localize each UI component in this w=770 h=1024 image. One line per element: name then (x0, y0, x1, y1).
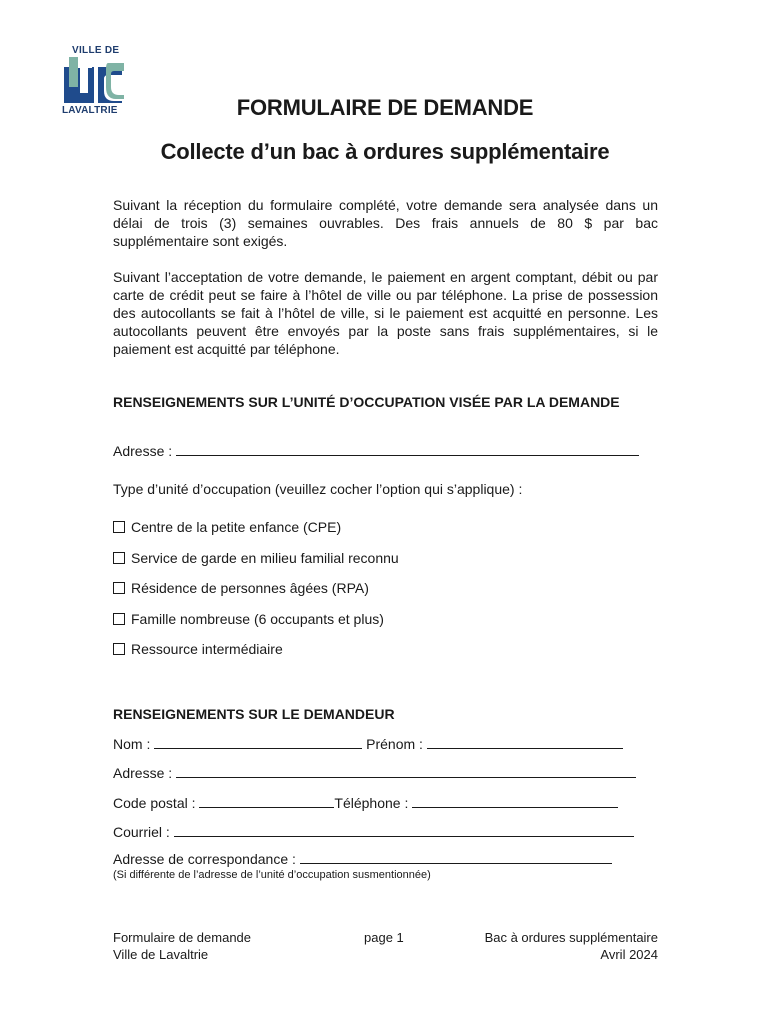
intro-paragraph-2: Suivant l’acceptation de votre demande, le paiement en argent comptant, débit ou par carte de crédit peut se faire à l’hôtel de ville ou par téléphone. La prise de possession des autocollants se fait à l’hôtel de ville, si le paiement est acquitté en personne. Les autocollants peuvent être envoyés par la poste sans frais supplémentaires, si le paiement est acquitté par téléphone. (113, 269, 658, 357)
option-row (113, 579, 369, 597)
requester-address-field[interactable] (176, 765, 636, 778)
option-row (113, 518, 341, 536)
unit-section-title: RENSEIGNEMENTS SUR L’UNITÉ D’OCCUPATION VISÉE PAR LA DEMANDE (113, 394, 620, 410)
correspondance-field[interactable] (300, 851, 612, 864)
option-checkbox[interactable] (113, 582, 125, 594)
option-row (113, 610, 384, 628)
telephone-field[interactable] (412, 795, 618, 808)
option-checkbox[interactable] (113, 643, 125, 655)
code-postal-label: Code postal : (113, 795, 196, 811)
footer-form-name: Formulaire de demande (113, 930, 252, 945)
logo-text-bottom: LAVALTRIE (62, 105, 118, 116)
code-postal-field[interactable] (199, 795, 334, 808)
option-label: Famille nombreuse (6 occupants et plus) (131, 611, 384, 627)
logo-text-top: VILLE DE (72, 45, 120, 56)
courriel-label: Courriel : (113, 824, 170, 840)
requester-section-title: RENSEIGNEMENTS SUR LE DEMANDEUR (113, 706, 395, 722)
postal-phone-row (113, 794, 618, 812)
correspondance-label: Adresse de correspondance : (113, 851, 296, 867)
courriel-field[interactable] (174, 824, 634, 837)
option-row (113, 640, 283, 658)
footer-city: Ville de Lavaltrie (113, 947, 209, 962)
nom-field[interactable] (154, 736, 362, 749)
correspondence-row (113, 850, 612, 868)
option-label: Ressource intermédiaire (131, 641, 283, 657)
correspondance-note: (Si différente de l’adresse de l’unité d’occupation susmentionnée) (113, 869, 431, 881)
requester-address-label: Adresse : (113, 765, 173, 781)
footer-left (113, 929, 251, 963)
option-label: Centre de la petite enfance (CPE) (131, 519, 342, 535)
telephone-label: Téléphone : (334, 795, 409, 811)
email-row (113, 823, 634, 841)
unit-address-field[interactable] (176, 443, 639, 456)
prenom-field[interactable] (427, 736, 623, 749)
option-checkbox[interactable] (113, 521, 125, 533)
unit-address-row (113, 442, 639, 460)
option-checkbox[interactable] (113, 613, 125, 625)
nom-label: Nom : (113, 736, 151, 752)
form-subtitle: Collecte d’un bac à ordures supplémentaire (160, 139, 610, 164)
option-label: Résidence de personnes âgées (RPA) (131, 580, 369, 596)
form-title: FORMULAIRE DE DEMANDE (236, 95, 534, 120)
unit-type-prompt: Type d’unité d’occupation (veuillez cocher l’option qui s’applique) : (113, 481, 523, 497)
unit-address-label: Adresse : (113, 443, 173, 459)
footer-subject: Bac à ordures supplémentaire (484, 930, 658, 945)
option-row (113, 549, 399, 567)
footer-right (440, 929, 658, 963)
option-checkbox[interactable] (113, 552, 125, 564)
name-row (113, 735, 623, 753)
option-label: Service de garde en milieu familial reconnu (131, 550, 399, 566)
requester-address-row (113, 764, 636, 782)
footer-date: Avril 2024 (600, 947, 658, 962)
prenom-label: Prénom : (366, 736, 423, 752)
page-number: page 1 (364, 930, 404, 945)
intro-paragraph-1: Suivant la réception du formulaire complété, votre demande sera analysée dans un délai de trois (3) semaines ouvrables. Des frais annuels de 80 $ par bac supplémentaire sont exigés. (113, 197, 658, 249)
